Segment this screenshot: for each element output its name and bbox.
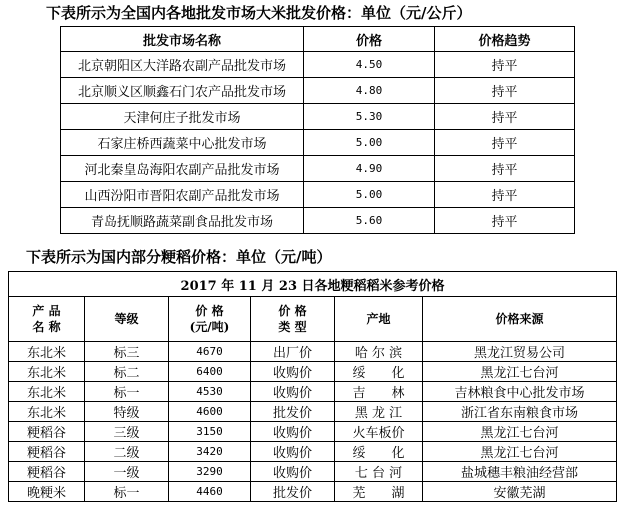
trend-cell: 持平 <box>435 182 575 208</box>
price-cell: 4.50 <box>304 52 435 78</box>
header-price-line: (元/吨) <box>189 320 230 334</box>
table-row <box>61 182 575 208</box>
table1-title: 下表所示为全国内各地批发市场大米批发价格：单位（元/公斤） <box>46 4 472 22</box>
product-name-cell: 东北米 <box>9 382 85 402</box>
origin-cell: 黑 龙 江 <box>335 402 423 422</box>
trend-cell: 持平 <box>435 104 575 130</box>
price-cell: 6400 <box>169 362 251 382</box>
header-trend: 价格趋势 <box>435 27 575 52</box>
header-price-type-line: 价 格 <box>278 304 307 318</box>
grade-cell: 三级 <box>85 422 169 442</box>
header-price: 价格 <box>304 27 435 52</box>
table-row <box>9 442 617 462</box>
trend-cell: 持平 <box>435 52 575 78</box>
source-cell: 黑龙江七台河 <box>423 422 617 442</box>
header-grade <box>85 297 169 342</box>
source-cell: 吉林粮食中心批发市场 <box>423 382 617 402</box>
header-source <box>423 297 617 342</box>
market-name-cell: 石家庄桥西蔬菜中心批发市场 <box>61 130 304 156</box>
origin-cell: 七 台 河 <box>335 462 423 482</box>
header-product-name-line: 产 品 <box>32 304 61 318</box>
trend-cell: 持平 <box>435 78 575 104</box>
price-type-cell: 收购价 <box>251 382 335 402</box>
table-row <box>9 482 617 502</box>
table-row <box>61 130 575 156</box>
product-name-cell: 晚粳米 <box>9 482 85 502</box>
price-type-cell: 收购价 <box>251 362 335 382</box>
origin-cell: 绥 化 <box>335 362 423 382</box>
header-origin-line: 产地 <box>366 312 391 326</box>
header-product-name-line: 名 称 <box>32 320 61 334</box>
price-type-cell: 批发价 <box>251 482 335 502</box>
product-name-cell: 粳稻谷 <box>9 462 85 482</box>
source-cell: 浙江省东南粮食市场 <box>423 402 617 422</box>
price-cell: 5.00 <box>304 182 435 208</box>
trend-cell: 持平 <box>435 208 575 234</box>
price-cell: 4.90 <box>304 156 435 182</box>
trend-cell: 持平 <box>435 156 575 182</box>
table-row <box>9 462 617 482</box>
price-cell: 4600 <box>169 402 251 422</box>
header-market-name: 批发市场名称 <box>61 27 304 52</box>
price-cell: 5.60 <box>304 208 435 234</box>
product-name-cell: 粳稻谷 <box>9 422 85 442</box>
price-type-cell: 收购价 <box>251 442 335 462</box>
product-name-cell: 粳稻谷 <box>9 442 85 462</box>
grade-cell: 标一 <box>85 482 169 502</box>
origin-cell: 芜 湖 <box>335 482 423 502</box>
table-header-row <box>9 297 617 342</box>
table-row <box>9 402 617 422</box>
table-header-row <box>61 27 575 52</box>
table-row <box>9 422 617 442</box>
table-row <box>9 362 617 382</box>
header-grade-line: 等级 <box>114 312 139 326</box>
source-cell: 黑龙江七台河 <box>423 442 617 462</box>
market-name-cell: 天津何庄子批发市场 <box>61 104 304 130</box>
table-row <box>61 104 575 130</box>
header-price-type <box>251 297 335 342</box>
table-caption-row <box>9 272 617 297</box>
table-row <box>61 52 575 78</box>
price-type-cell: 收购价 <box>251 462 335 482</box>
header-origin <box>335 297 423 342</box>
table-row <box>61 208 575 234</box>
price-cell: 5.30 <box>304 104 435 130</box>
price-cell: 3420 <box>169 442 251 462</box>
price-cell: 4.80 <box>304 78 435 104</box>
table-row <box>9 342 617 362</box>
price-cell: 5.00 <box>304 130 435 156</box>
table-row <box>61 78 575 104</box>
origin-cell: 绥 化 <box>335 442 423 462</box>
product-name-cell: 东北米 <box>9 362 85 382</box>
table2-title: 下表所示为国内部分粳稻价格：单位（元/吨） <box>26 248 332 266</box>
grade-cell: 标一 <box>85 382 169 402</box>
table-caption: 2017 年 11 月 23 日各地粳稻稻米参考价格 <box>9 272 617 297</box>
table-row <box>61 156 575 182</box>
grade-cell: 二级 <box>85 442 169 462</box>
origin-cell: 吉 林 <box>335 382 423 402</box>
source-cell: 黑龙江七台河 <box>423 362 617 382</box>
grade-cell: 特级 <box>85 402 169 422</box>
market-name-cell: 青岛抚顺路蔬菜副食品批发市场 <box>61 208 304 234</box>
price-cell: 3150 <box>169 422 251 442</box>
price-type-cell: 出厂价 <box>251 342 335 362</box>
price-cell: 3290 <box>169 462 251 482</box>
market-name-cell: 河北秦皇岛海阳农副产品批发市场 <box>61 156 304 182</box>
grade-cell: 一级 <box>85 462 169 482</box>
price-type-cell: 批发价 <box>251 402 335 422</box>
price-cell: 4460 <box>169 482 251 502</box>
japonica-price-table <box>8 271 617 502</box>
market-name-cell: 北京顺义区顺鑫石门农产品批发市场 <box>61 78 304 104</box>
market-name-cell: 北京朝阳区大洋路农副产品批发市场 <box>61 52 304 78</box>
grade-cell: 标三 <box>85 342 169 362</box>
header-product-name <box>9 297 85 342</box>
source-cell: 盐城穗丰粮油经营部 <box>423 462 617 482</box>
origin-cell: 火车板价 <box>335 422 423 442</box>
market-name-cell: 山西汾阳市晋阳农副产品批发市场 <box>61 182 304 208</box>
header-price <box>169 297 251 342</box>
grade-cell: 标二 <box>85 362 169 382</box>
product-name-cell: 东北米 <box>9 402 85 422</box>
source-cell: 安徽芜湖 <box>423 482 617 502</box>
price-cell: 4670 <box>169 342 251 362</box>
market-price-table <box>60 26 575 234</box>
price-type-cell: 收购价 <box>251 422 335 442</box>
product-name-cell: 东北米 <box>9 342 85 362</box>
header-price-type-line: 类 型 <box>278 320 307 334</box>
table-row <box>9 382 617 402</box>
trend-cell: 持平 <box>435 130 575 156</box>
header-source-line: 价格来源 <box>495 312 544 326</box>
price-cell: 4530 <box>169 382 251 402</box>
source-cell: 黑龙江贸易公司 <box>423 342 617 362</box>
header-price-line: 价 格 <box>195 304 224 318</box>
origin-cell: 哈 尔 滨 <box>335 342 423 362</box>
